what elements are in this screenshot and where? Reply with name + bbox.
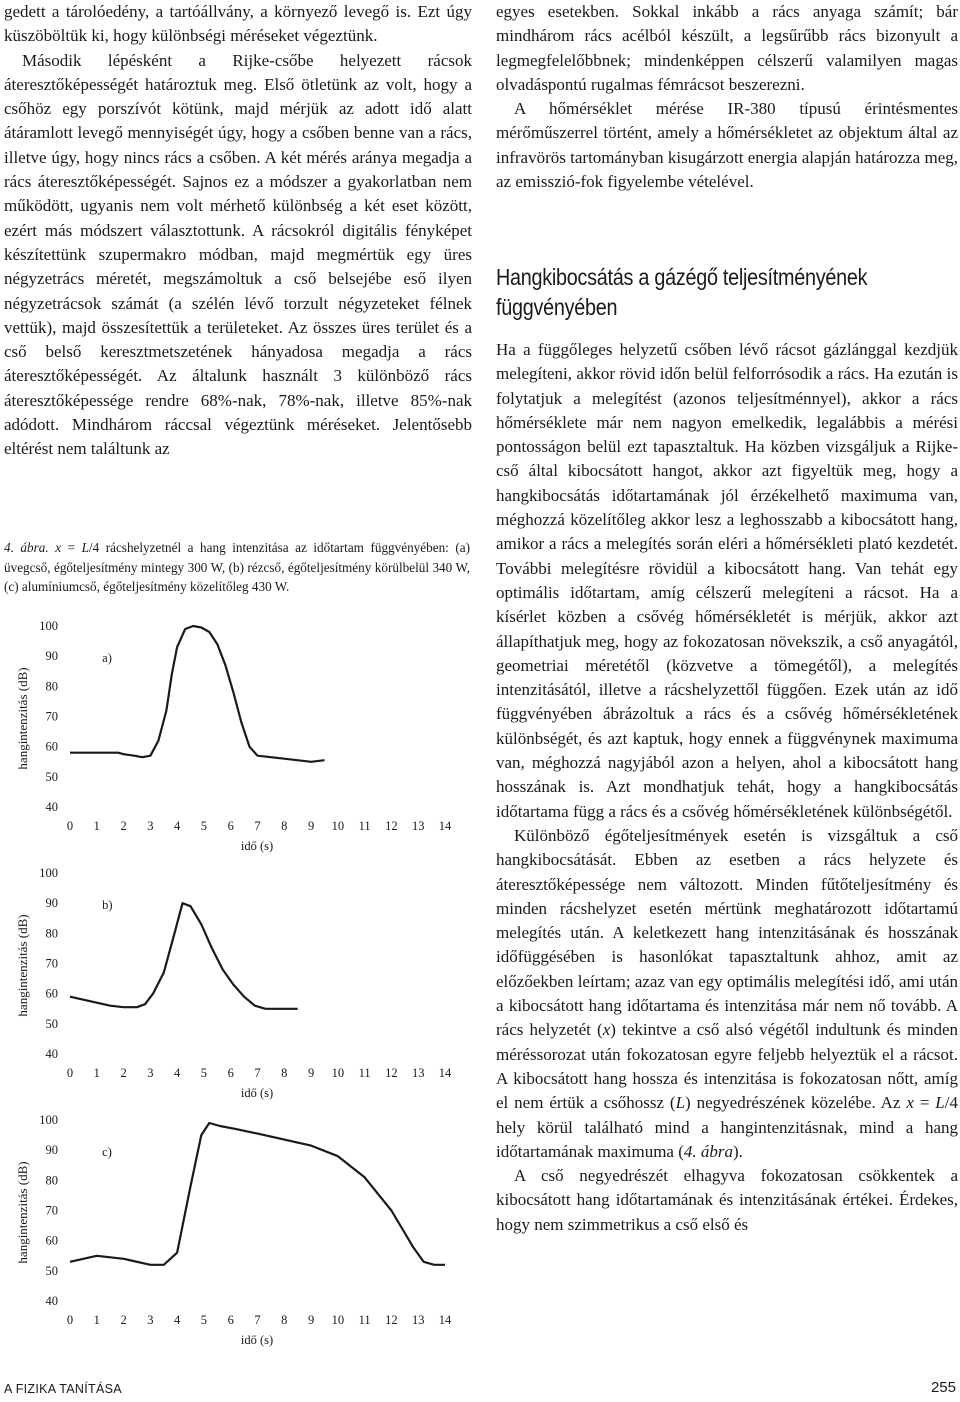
y-tick-label: 50 [45,1263,58,1278]
chart-b [0,855,470,1105]
right-column [496,0,958,194]
y-axis-label: hangintenzitás (dB) [15,667,30,770]
y-axis-label: hangintenzitás (dB) [15,1161,30,1264]
x-tick-label: 4 [174,819,181,833]
section-heading: Hangkibocsátás a gázégő teljesítményének függvényében [496,264,868,320]
x-tick-label: 8 [281,1313,288,1327]
x-tick-label: 13 [411,1313,425,1327]
caption-eq: = [61,540,82,555]
right-paragraph-4 [496,824,958,1164]
y-tick-label: 90 [45,896,58,911]
x-tick-label: 13 [411,1066,425,1080]
x-tick-label: 11 [358,1313,371,1327]
page-number: 255 [930,1379,956,1396]
p4-part-c: ) negyedrészének közelébe. Az [685,1093,907,1113]
y-tick-label: 60 [45,986,58,1001]
x-axis-label: idő (s) [240,1333,274,1347]
y-tick-label: 70 [45,956,58,971]
series-line [70,1123,445,1265]
x-tick-label: 8 [281,1066,288,1080]
x-tick-label: 9 [307,1313,315,1327]
x-tick-label: 4 [174,1066,181,1080]
x-tick-label: 0 [66,819,74,833]
x-tick-label: 14 [438,819,452,833]
right-paragraph-2: A hőmérséklet mérése IR-380 típusú érintésmentes mérőműszerrel történt, amely a hőmérsékletet az objektum által az infravörös tartományban kisugárzott energia alapján határozza meg, az emisszió-fok figyelembe vételével. [496,99,958,192]
right-paragraph-5: A cső negyedrészét elhagyva fokozatosan csökkentek a kibocsátott hang időtartamának és intenzitásának értékei. Érdekes, hogy nem szimmetrikus a cső első és [496,1166,958,1234]
y-tick-label: 60 [45,1233,58,1248]
x-tick-label: 8 [281,819,288,833]
y-tick-label: 40 [45,1047,58,1061]
left-column [4,0,472,462]
x-tick-label: 14 [438,1066,452,1080]
y-tick-label: 90 [45,649,58,664]
y-axis-label: hangintenzitás (dB) [15,914,30,1017]
x-tick-label: 6 [227,1313,234,1327]
caption-var-x: x [55,540,62,555]
x-tick-label: 7 [254,1313,261,1327]
journal-name: A FIZIKA TANÍTÁSA [4,1382,122,1396]
y-tick-label: 90 [45,1143,58,1158]
x-axis-label: idő (s) [240,839,274,853]
x-tick-label: 2 [120,1313,127,1327]
p4-fig-ref: 4. ábra [683,1141,734,1161]
x-tick-label: 4 [174,1313,181,1327]
x-tick-label: 7 [254,1066,261,1080]
x-tick-label: 5 [200,1313,208,1327]
y-tick-label: 70 [45,709,58,724]
x-tick-label: 0 [66,1313,74,1327]
x-tick-label: 3 [147,1313,154,1327]
y-tick-label: 80 [45,1173,58,1188]
p4-var-x2: x [906,1093,914,1113]
right-paragraph-1: egyes esetekben. Sokkal inkább a rács anyaga számít; bár mindhárom rács acélból készült, a legsűrűbb rács bizonyult a legmegfelelőbbnek; mindenképpen célszerű valamilyen magas olvadáspontú rugalmas fémrácsot beszerezni. [496,2,958,94]
y-tick-label: 50 [45,1016,58,1031]
left-paragraph-1: gedett a tárolóedény, a tartóállvány, a környező levegő is. Ezt úgy küszöböltük ki, hogy különbségi méréseket végeztünk. [4,2,472,46]
x-tick-label: 11 [358,819,371,833]
x-tick-label: 12 [385,1066,398,1080]
p4-var-l2: L [935,1093,945,1113]
x-tick-label: 1 [93,1313,100,1327]
x-tick-label: 2 [120,819,127,833]
x-tick-label: 3 [147,1066,154,1080]
y-tick-label: 40 [45,1294,58,1308]
chart-c [0,1102,470,1352]
y-tick-label: 100 [39,619,58,633]
series-line [70,903,298,1009]
x-tick-label: 7 [254,819,261,833]
y-tick-label: 80 [45,926,58,941]
y-tick-label: 80 [45,679,58,694]
x-tick-label: 3 [147,819,154,833]
x-tick-label: 9 [307,1066,315,1080]
caption-text: rácshelyzetnél a hang intenzitása az időtartam függvényében: (a) üvegcső, égőteljesítmény mintegy 300 W, (b) rézcső, égőteljesítmény körülbelül 340 W, (c) alumíniumcső, égőteljesítmény közelítőleg 430 W. [4,540,470,594]
panel-label: b) [102,898,113,913]
caption-label: 4. ábra. [4,540,49,555]
chart-a [0,608,470,858]
p4-var-l: L [675,1093,686,1113]
x-tick-label: 1 [93,1066,100,1080]
caption-frac: /4 [88,540,100,555]
x-tick-label: 0 [66,1066,74,1080]
x-tick-label: 10 [331,819,345,833]
x-tick-label: 6 [227,1066,234,1080]
p4-var-x: x [602,1020,611,1040]
x-tick-label: 5 [200,819,208,833]
y-tick-label: 40 [45,800,58,814]
x-axis-label: idő (s) [240,1086,274,1100]
p4-part-f: ). [733,1141,743,1161]
p4-part-a: Különböző égőteljesítmények esetén is vizsgáltuk a cső hangkibocsátását. Ebben az esetben a rács helyzete és áteresztőképessége nem változott. Minden fűtőteljesítmény és minden rácshelyzet esetén mértünk meghatározott időtartamú melegítés után. A keletkezett hang intenzitásának és hosszának időfüggésében is hasonlókat tapasztaltunk ahhoz, amit az előzőekben leírtam; azaz van egy optimális melegítési idő, ami után a kibocsátott hang időtartama és intenzitása már nem nő tovább. A rács helyzetét ( [496,825,958,1040]
x-tick-label: 12 [385,1313,398,1327]
x-tick-label: 6 [227,819,234,833]
p4-part-e: /4 hely körül található mind a hangintenzitásnak, mind a hang időtartamának maximuma ( [496,1093,958,1161]
x-tick-label: 12 [385,819,398,833]
p4-part-b: ) tekintve a cső alsó végétől indultunk és minden méréssorozat után fokozatosan egyre feljebb helyeztük el a rácsot. A kibocsátott hang hossza és intenzitása is fokozatosan nőtt, amíg el nem értük a csőhossz ( [496,1020,958,1113]
y-tick-label: 100 [39,1113,58,1127]
series-line [70,626,325,762]
panel-label: c) [102,1145,112,1160]
x-tick-label: 11 [358,1066,371,1080]
right-paragraph-3: Ha a függőleges helyzetű csőben lévő rácsot gázlánggal kezdjük melegíteni, akkor rövid időn belül felforrósodik a rács. Ha ezután is folytatjuk a melegítést (azonos teljesítménnyel), akkor a rács hőmérséklete már nem nagyon emelkedik, legalábbis a mérési pontosságon belül ezt tapasztaltuk. Ha közben vizsgáljuk a Rijke-cső által kibocsátott hangot, akkor azt figyeltük meg, hogy a hangkibocsátás időtartamának jól érzékelhető maximuma van, méghozzá közelítőleg akkor lesz a leghosszabb a kibocsátott hang, amikor a rács a melegítés során eléri a hőmérsékleti plató kezdetét. További melegítésre rövidül a kibocsátott hang. Van tehát egy optimális időtartam, amíg célszerű melegíteni a rácsot. Ha a kísérlet közben a csővég hőmérsékletét is mérjük, akkor azt állapíthatjuk meg, hogy az fokozatosan növekszik, a cső anyagától, geometriai méretétől (közvetve a tömegétől), a melegítés intenzitásától, illetve a rácshelyzettől függően. Ezek után az idő függvényében ábrázoltuk a rács és a csővég hőmérsékletének különbségét, és azt kaptuk, hogy ennek a függvénynek maximuma van, méghozzá nagyjából azon a helyen, ahol a kibocsátott hang hosszának is. Azt mondhatjuk tehát, hogy a hangkibocsátás időtartama függ a rács és a csővég hőmérsékletének különbségétől. [496,340,958,821]
x-tick-label: 14 [438,1313,452,1327]
caption-var-l: L [81,540,89,555]
x-tick-label: 10 [331,1313,345,1327]
x-tick-label: 9 [307,819,315,833]
y-tick-label: 60 [45,739,58,754]
x-tick-label: 13 [411,819,425,833]
x-tick-label: 5 [200,1066,208,1080]
left-paragraph-2: Második lépésként a Rijke-csőbe helyezett rácsok áteresztőképességét határoztuk meg. Első ötletünk az volt, hogy a csőhöz egy porszívót kötünk, majd mérjük az adott idő alatt átáramlott levegő mennyiségét úgy, hogy a csőben benne van a rács, illetve úgy, hogy nincs rács a csőben. A két mérés aránya megadja a rács áteresztőképességét. Sajnos ez a módszer a gyakorlatban nem működött, ugyanis nem volt mérhető különbség a két eset között, ezért más módszert választottunk. A rácsokról digitális fényképet készítettünk szupermakro módban, majd megmértük egy üres négyzetrács méretét, megszámoltuk a cső belsejébe eső ilyen négyzetrácsok számát (a szélén lévő torzult négyzeteket félnek vettük), majd összesítettük a területeket. Az összes üres terület és a cső belső keresztmetszetének hányadosa megadja a rács áteresztőképességét. Az általunk használt 3 különböző rács áteresztőképessége rendre 68%-nak, 78%-nak, illetve 85%-nak adódott. Mindhárom ráccsal végeztünk méréseket. Jelentősebb eltérést nem találtunk az [4,50,472,459]
p4-part-d: = [913,1093,936,1113]
right-column-section [496,338,958,1237]
x-tick-label: 2 [120,1066,127,1080]
y-tick-label: 50 [45,769,58,784]
figure-caption [4,538,470,597]
x-tick-label: 10 [331,1066,345,1080]
panel-label: a) [102,651,112,666]
x-tick-label: 1 [93,819,100,833]
y-tick-label: 70 [45,1203,58,1218]
y-tick-label: 100 [39,866,58,880]
